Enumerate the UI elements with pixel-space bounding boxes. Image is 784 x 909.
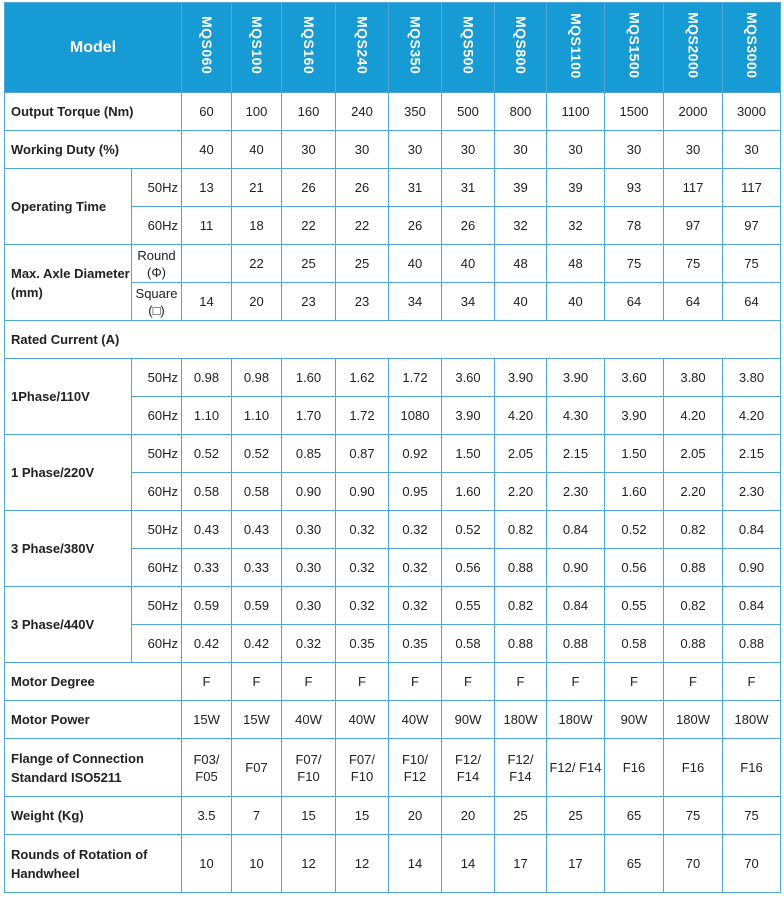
working-duty-row [5, 131, 781, 169]
value-cell: 0.59 [182, 587, 232, 625]
frequency-label: 60Hz [132, 397, 182, 435]
row-label: Output Torque (Nm) [5, 93, 182, 131]
flange-row [5, 739, 781, 797]
value-cell: 17 [495, 835, 547, 893]
value-cell: 1.50 [605, 435, 664, 473]
value-cell: 34 [389, 283, 442, 321]
model-col-header [282, 3, 336, 93]
value-cell: 0.30 [282, 511, 336, 549]
value-cell: 25 [495, 797, 547, 835]
value-cell: 0.90 [547, 549, 605, 587]
value-cell: 0.85 [282, 435, 336, 473]
spec-table [4, 2, 781, 893]
value-cell: 0.58 [182, 473, 232, 511]
value-cell: 0.88 [495, 549, 547, 587]
value-cell: 0.84 [723, 587, 781, 625]
value-cell: 0.35 [389, 625, 442, 663]
value-cell: 0.32 [282, 625, 336, 663]
value-cell: 7 [232, 797, 282, 835]
model-col-header [232, 3, 282, 93]
value-cell: 1.50 [442, 435, 495, 473]
section-label: Rated Current (A) [5, 321, 781, 359]
value-cell: 30 [723, 131, 781, 169]
value-cell: 1.60 [442, 473, 495, 511]
value-cell: 30 [282, 131, 336, 169]
value-cell: 10 [232, 835, 282, 893]
value-cell: 2.15 [547, 435, 605, 473]
value-cell: 0.95 [389, 473, 442, 511]
value-cell: 3.90 [495, 359, 547, 397]
value-cell: 65 [605, 835, 664, 893]
value-cell: F [389, 663, 442, 701]
value-cell: 0.90 [723, 549, 781, 587]
value-cell: 0.92 [389, 435, 442, 473]
value-cell: 30 [336, 131, 389, 169]
frequency-label: 60Hz [132, 549, 182, 587]
value-cell: 90W [605, 701, 664, 739]
phase1-220-50hz-row [5, 435, 781, 473]
value-cell: 75 [605, 245, 664, 283]
value-cell: 0.43 [232, 511, 282, 549]
value-cell: 0.32 [389, 511, 442, 549]
model-col-header [389, 3, 442, 93]
value-cell: 2.15 [723, 435, 781, 473]
model-col-header [336, 3, 389, 93]
shape-label: Square (□) [132, 283, 182, 321]
value-cell: 1.70 [282, 397, 336, 435]
row-label: Max. Axle Diameter (mm) [5, 245, 132, 321]
row-label: Rounds of Rotation of Handwheel [5, 835, 182, 893]
value-cell: 22 [336, 207, 389, 245]
value-cell: F [605, 663, 664, 701]
value-cell: F [664, 663, 723, 701]
row-label: Motor Degree [5, 663, 182, 701]
value-cell: 117 [723, 169, 781, 207]
model-col-header [182, 3, 232, 93]
value-cell: 800 [495, 93, 547, 131]
row-label: Flange of Connection Standard ISO5211 [5, 739, 182, 797]
value-cell: 1.62 [336, 359, 389, 397]
value-cell: 15W [232, 701, 282, 739]
value-cell: 20 [232, 283, 282, 321]
frequency-label: 60Hz [132, 625, 182, 663]
value-cell: 0.88 [664, 549, 723, 587]
value-cell: 13 [182, 169, 232, 207]
phase1-110-50hz-row [5, 359, 781, 397]
frequency-label: 50Hz [132, 587, 182, 625]
model-name: MQS2000 [685, 12, 702, 79]
value-cell: F [442, 663, 495, 701]
value-cell: 1.10 [232, 397, 282, 435]
frequency-label: 50Hz [132, 359, 182, 397]
value-cell: 40W [336, 701, 389, 739]
value-cell: 0.88 [547, 625, 605, 663]
value-cell: 0.84 [723, 511, 781, 549]
axle-round-row [5, 245, 781, 283]
model-name: MQS100 [249, 16, 265, 75]
value-cell: 1.10 [182, 397, 232, 435]
value-cell: 40 [495, 283, 547, 321]
value-cell: 0.43 [182, 511, 232, 549]
row-label: 1Phase/110V [5, 359, 132, 435]
value-cell: 180W [723, 701, 781, 739]
value-cell: 39 [495, 169, 547, 207]
value-cell: 3.60 [605, 359, 664, 397]
frequency-label: 50Hz [132, 169, 182, 207]
motor-power-row [5, 701, 781, 739]
value-cell: 0.33 [182, 549, 232, 587]
value-cell: 25 [547, 797, 605, 835]
value-cell: F [336, 663, 389, 701]
value-cell: 75 [723, 245, 781, 283]
value-cell: 3.80 [723, 359, 781, 397]
model-col-header [442, 3, 495, 93]
value-cell: 14 [442, 835, 495, 893]
value-cell: 30 [605, 131, 664, 169]
value-cell: 0.30 [282, 549, 336, 587]
value-cell: 39 [547, 169, 605, 207]
value-cell: 40 [389, 245, 442, 283]
row-label: Operating Time [5, 169, 132, 245]
value-cell: F [232, 663, 282, 701]
model-name: MQS3000 [744, 12, 760, 79]
value-cell: 40 [442, 245, 495, 283]
value-cell: 3000 [723, 93, 781, 131]
value-cell: 4.20 [723, 397, 781, 435]
value-cell: 0.98 [232, 359, 282, 397]
value-cell: 78 [605, 207, 664, 245]
value-cell: 0.55 [442, 587, 495, 625]
value-cell: 160 [282, 93, 336, 131]
value-cell: 20 [442, 797, 495, 835]
frequency-label: 50Hz [132, 435, 182, 473]
value-cell: F16 [664, 739, 723, 797]
value-cell: 0.88 [723, 625, 781, 663]
model-col-header [495, 3, 547, 93]
value-cell: 15 [282, 797, 336, 835]
value-cell: 0.32 [389, 587, 442, 625]
value-cell: 93 [605, 169, 664, 207]
value-cell: 0.90 [282, 473, 336, 511]
value-cell: 18 [232, 207, 282, 245]
value-cell: 48 [495, 245, 547, 283]
value-cell: 0.32 [336, 549, 389, 587]
value-cell: 0.84 [547, 587, 605, 625]
value-cell: 180W [664, 701, 723, 739]
model-name: MQS350 [407, 16, 424, 75]
value-cell: F10/ F12 [389, 739, 442, 797]
value-cell: 0.84 [547, 511, 605, 549]
value-cell: F [723, 663, 781, 701]
value-cell: 0.82 [495, 511, 547, 549]
value-cell: F [182, 663, 232, 701]
value-cell: 0.58 [605, 625, 664, 663]
model-col-header [723, 3, 781, 93]
value-cell: 180W [547, 701, 605, 739]
value-cell: 20 [389, 797, 442, 835]
output-torque-row [5, 93, 781, 131]
value-cell: 11 [182, 207, 232, 245]
value-cell: 21 [232, 169, 282, 207]
value-cell: 3.5 [182, 797, 232, 835]
value-cell: 0.42 [182, 625, 232, 663]
value-cell: 0.32 [336, 587, 389, 625]
row-label: 1 Phase/220V [5, 435, 132, 511]
value-cell: 0.52 [232, 435, 282, 473]
value-cell: 117 [664, 169, 723, 207]
value-cell: 60 [182, 93, 232, 131]
model-name: MQS160 [301, 16, 317, 75]
value-cell: 22 [282, 207, 336, 245]
model-col-header [605, 3, 664, 93]
value-cell: 2.05 [495, 435, 547, 473]
model-name: MQS240 [354, 16, 371, 75]
value-cell: 34 [442, 283, 495, 321]
value-cell: 0.87 [336, 435, 389, 473]
value-cell: 31 [389, 169, 442, 207]
value-cell: 1.60 [605, 473, 664, 511]
value-cell: 0.35 [336, 625, 389, 663]
value-cell: 25 [282, 245, 336, 283]
value-cell: 97 [723, 207, 781, 245]
value-cell: 500 [442, 93, 495, 131]
value-cell: 64 [723, 283, 781, 321]
value-cell: 0.58 [442, 625, 495, 663]
model-name: MQS060 [199, 16, 215, 75]
value-cell: 40 [182, 131, 232, 169]
value-cell: 23 [336, 283, 389, 321]
value-cell: F16 [723, 739, 781, 797]
value-cell: 0.32 [389, 549, 442, 587]
model-name: MQS800 [513, 16, 529, 75]
value-cell: F12/ F14 [495, 739, 547, 797]
value-cell: 40 [547, 283, 605, 321]
value-cell: 30 [442, 131, 495, 169]
value-cell [182, 245, 232, 283]
value-cell: 30 [495, 131, 547, 169]
header-row [5, 3, 781, 93]
shape-label: Round (Φ) [132, 245, 182, 283]
value-cell: 350 [389, 93, 442, 131]
value-cell: F03/ F05 [182, 739, 232, 797]
value-cell: 3.90 [547, 359, 605, 397]
value-cell: 32 [495, 207, 547, 245]
value-cell: 2000 [664, 93, 723, 131]
value-cell: 32 [547, 207, 605, 245]
value-cell: 15W [182, 701, 232, 739]
value-cell: 70 [664, 835, 723, 893]
value-cell: 3.90 [442, 397, 495, 435]
value-cell: 4.20 [495, 397, 547, 435]
value-cell: 1100 [547, 93, 605, 131]
model-name: MQS1500 [626, 12, 643, 79]
value-cell: 0.88 [495, 625, 547, 663]
value-cell: 26 [336, 169, 389, 207]
value-cell: 12 [336, 835, 389, 893]
value-cell: 30 [389, 131, 442, 169]
motor-degree-row [5, 663, 781, 701]
value-cell: 0.59 [232, 587, 282, 625]
value-cell: 0.88 [664, 625, 723, 663]
value-cell: 4.20 [664, 397, 723, 435]
value-cell: 75 [664, 797, 723, 835]
frequency-label: 50Hz [132, 511, 182, 549]
value-cell: 65 [605, 797, 664, 835]
value-cell: 0.32 [336, 511, 389, 549]
weight-row [5, 797, 781, 835]
value-cell: 30 [547, 131, 605, 169]
value-cell: 75 [664, 245, 723, 283]
value-cell: 0.82 [664, 511, 723, 549]
row-label: Motor Power [5, 701, 182, 739]
value-cell: F12/ F14 [442, 739, 495, 797]
operating-time-50hz-row [5, 169, 781, 207]
value-cell: 0.52 [442, 511, 495, 549]
value-cell: 240 [336, 93, 389, 131]
model-name: MQS1100 [568, 12, 584, 79]
value-cell: 0.90 [336, 473, 389, 511]
value-cell: 40W [389, 701, 442, 739]
value-cell: 2.30 [547, 473, 605, 511]
value-cell: 25 [336, 245, 389, 283]
value-cell: 26 [282, 169, 336, 207]
row-label: Weight (Kg) [5, 797, 182, 835]
value-cell: 4.30 [547, 397, 605, 435]
value-cell: 1.60 [282, 359, 336, 397]
row-label: 3 Phase/440V [5, 587, 132, 663]
value-cell: 14 [389, 835, 442, 893]
value-cell: 64 [664, 283, 723, 321]
value-cell: 0.56 [605, 549, 664, 587]
value-cell: 97 [664, 207, 723, 245]
value-cell: 2.30 [723, 473, 781, 511]
value-cell: 0.98 [182, 359, 232, 397]
value-cell: 0.33 [232, 549, 282, 587]
value-cell: 0.82 [495, 587, 547, 625]
value-cell: 40W [282, 701, 336, 739]
value-cell: 10 [182, 835, 232, 893]
row-label: Working Duty (%) [5, 131, 182, 169]
phase3-440-50hz-row [5, 587, 781, 625]
value-cell: 0.55 [605, 587, 664, 625]
value-cell: 48 [547, 245, 605, 283]
value-cell: 90W [442, 701, 495, 739]
value-cell: 0.42 [232, 625, 282, 663]
value-cell: 40 [232, 131, 282, 169]
model-col-header [664, 3, 723, 93]
value-cell: 0.30 [282, 587, 336, 625]
value-cell: 2.05 [664, 435, 723, 473]
model-header: Model [5, 3, 182, 93]
value-cell: 26 [442, 207, 495, 245]
value-cell: 75 [723, 797, 781, 835]
model-name: MQS500 [460, 16, 477, 75]
value-cell: 1.72 [336, 397, 389, 435]
value-cell: 14 [182, 283, 232, 321]
value-cell: 1.72 [389, 359, 442, 397]
phase3-380-50hz-row [5, 511, 781, 549]
value-cell: F16 [605, 739, 664, 797]
value-cell: F07/ F10 [282, 739, 336, 797]
rated-current-section-row [5, 321, 781, 359]
value-cell: 0.82 [664, 587, 723, 625]
value-cell: 3.80 [664, 359, 723, 397]
value-cell: 0.52 [182, 435, 232, 473]
value-cell: 100 [232, 93, 282, 131]
value-cell: 15 [336, 797, 389, 835]
value-cell: 12 [282, 835, 336, 893]
value-cell: 64 [605, 283, 664, 321]
value-cell: F [282, 663, 336, 701]
value-cell: F [495, 663, 547, 701]
value-cell: 2.20 [664, 473, 723, 511]
value-cell: 26 [389, 207, 442, 245]
value-cell: 23 [282, 283, 336, 321]
model-col-header [547, 3, 605, 93]
value-cell: 3.60 [442, 359, 495, 397]
row-label: 3 Phase/380V [5, 511, 132, 587]
value-cell: 0.58 [232, 473, 282, 511]
value-cell: 3.90 [605, 397, 664, 435]
rounds-row [5, 835, 781, 893]
frequency-label: 60Hz [132, 473, 182, 511]
value-cell: 1080 [389, 397, 442, 435]
value-cell: 30 [664, 131, 723, 169]
value-cell: 70 [723, 835, 781, 893]
value-cell: F [547, 663, 605, 701]
value-cell: 31 [442, 169, 495, 207]
frequency-label: 60Hz [132, 207, 182, 245]
value-cell: F07 [232, 739, 282, 797]
value-cell: 0.52 [605, 511, 664, 549]
value-cell: 180W [495, 701, 547, 739]
value-cell: 22 [232, 245, 282, 283]
value-cell: 2.20 [495, 473, 547, 511]
value-cell: 1500 [605, 93, 664, 131]
value-cell: F07/ F10 [336, 739, 389, 797]
value-cell: 17 [547, 835, 605, 893]
value-cell: F12/ F14 [547, 739, 605, 797]
value-cell: 0.56 [442, 549, 495, 587]
